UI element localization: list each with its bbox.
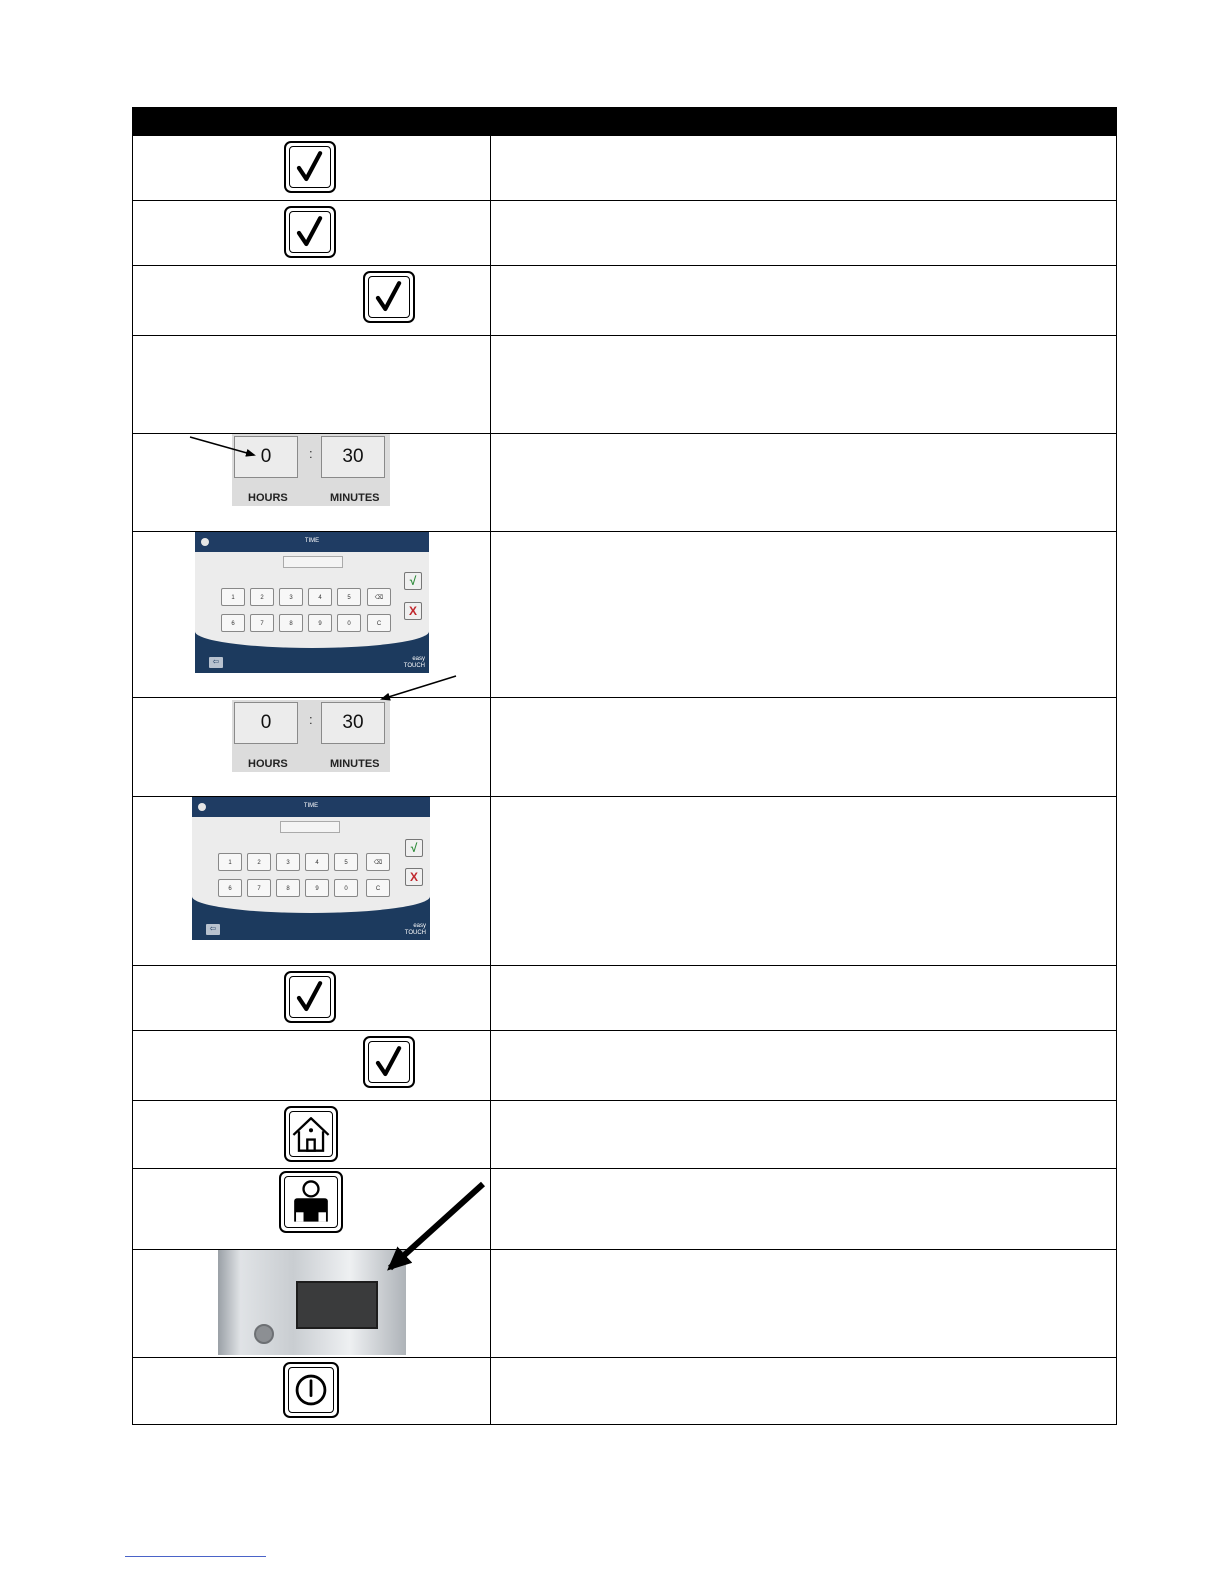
key-4[interactable]: 4: [308, 588, 332, 606]
row-description: [491, 266, 1117, 336]
time-colon: :: [309, 712, 313, 727]
key-3[interactable]: 3: [279, 588, 303, 606]
minutes-label: MINUTES: [330, 492, 380, 504]
door-latch: [296, 1281, 378, 1329]
table-row: [133, 1169, 1117, 1250]
header-cell-description: [491, 108, 1117, 136]
minutes-field[interactable]: 30: [321, 436, 385, 478]
key-3[interactable]: 3: [276, 853, 300, 871]
row-description: [491, 201, 1117, 266]
hours-label: HOURS: [248, 492, 288, 504]
row-description: [491, 1031, 1117, 1101]
table-row: [133, 1101, 1117, 1169]
row-visual: [133, 1169, 491, 1250]
check-icon: [284, 141, 336, 193]
key-2[interactable]: 2: [250, 588, 274, 606]
back-arrow-icon[interactable]: ⇦: [206, 924, 220, 935]
table-row: [133, 336, 1117, 434]
time-keypad-screen: [195, 532, 429, 673]
key-0[interactable]: 0: [337, 614, 361, 632]
row-visual: [133, 698, 491, 797]
table-row: [133, 966, 1117, 1031]
table-row: [133, 1358, 1117, 1425]
row-description: [491, 1169, 1117, 1250]
minutes-field[interactable]: 30: [321, 702, 385, 744]
keypad-display: [280, 821, 340, 833]
key-8[interactable]: 8: [276, 879, 300, 897]
keypad-display: [283, 556, 343, 568]
check-icon: [284, 971, 336, 1023]
key-7[interactable]: 7: [250, 614, 274, 632]
row-description: [491, 1101, 1117, 1169]
row-visual: [133, 336, 491, 434]
key-backspace[interactable]: ⌫: [367, 588, 391, 606]
row-visual: [133, 1031, 491, 1101]
footer-underline: [125, 1556, 266, 1557]
check-icon: [363, 271, 415, 323]
table-row: [133, 136, 1117, 201]
hours-label: HOURS: [248, 758, 288, 770]
row-description: [491, 434, 1117, 532]
brand-logo: easy TOUCH: [404, 923, 426, 936]
key-clear[interactable]: C: [366, 879, 390, 897]
key-9[interactable]: 9: [305, 879, 329, 897]
hours-field[interactable]: 0: [234, 702, 298, 744]
key-clear[interactable]: C: [367, 614, 391, 632]
row-visual: [133, 1101, 491, 1169]
row-visual: [133, 966, 491, 1031]
time-keypad-screen: [192, 797, 430, 940]
time-field: [232, 434, 390, 506]
check-icon: [284, 206, 336, 258]
key-backspace[interactable]: ⌫: [366, 853, 390, 871]
user-icon: [279, 1171, 343, 1233]
key-1[interactable]: 1: [221, 588, 245, 606]
row-visual: [133, 136, 491, 201]
table-row: [133, 532, 1117, 698]
keypad-title: TIME: [303, 803, 319, 809]
table-row: [133, 797, 1117, 966]
key-4[interactable]: 4: [305, 853, 329, 871]
keypad-ok-button[interactable]: √: [404, 572, 422, 590]
keypad-cancel-button[interactable]: X: [405, 868, 423, 886]
row-description: [491, 698, 1117, 797]
row-visual: [133, 797, 491, 966]
key-8[interactable]: 8: [279, 614, 303, 632]
row-visual: [133, 1250, 491, 1358]
keypad-title: TIME: [304, 538, 320, 544]
brand-logo: easy TOUCH: [403, 656, 425, 669]
row-visual: [133, 434, 491, 532]
row-visual: [133, 532, 491, 698]
table-row: [133, 698, 1117, 797]
time-field: [232, 700, 390, 772]
power-icon: [283, 1362, 339, 1418]
key-1[interactable]: 1: [218, 853, 242, 871]
time-colon: :: [309, 446, 313, 461]
row-visual: [133, 201, 491, 266]
minutes-label: MINUTES: [330, 758, 380, 770]
table-row: [133, 1250, 1117, 1358]
row-visual: [133, 1358, 491, 1425]
screw-head: [254, 1324, 274, 1344]
keypad-cancel-button[interactable]: X: [404, 602, 422, 620]
row-description: [491, 797, 1117, 966]
back-arrow-icon[interactable]: ⇦: [209, 657, 223, 668]
instruction-table: [132, 107, 1117, 1425]
key-2[interactable]: 2: [247, 853, 271, 871]
key-5[interactable]: 5: [337, 588, 361, 606]
table-row: [133, 266, 1117, 336]
table-header-row: [133, 108, 1117, 136]
key-7[interactable]: 7: [247, 879, 271, 897]
table-row: [133, 201, 1117, 266]
check-icon: [363, 1036, 415, 1088]
hours-field[interactable]: 0: [234, 436, 298, 478]
keypad-ok-button[interactable]: √: [405, 839, 423, 857]
header-cell-action: [133, 108, 491, 136]
row-description: [491, 1250, 1117, 1358]
row-description: [491, 336, 1117, 434]
row-description: [491, 136, 1117, 201]
key-6[interactable]: 6: [221, 614, 245, 632]
table-row: [133, 434, 1117, 532]
row-description: [491, 966, 1117, 1031]
row-visual: [133, 266, 491, 336]
key-9[interactable]: 9: [308, 614, 332, 632]
row-description: [491, 532, 1117, 698]
row-description: [491, 1358, 1117, 1425]
table-row: [133, 1031, 1117, 1101]
latch-photo: [218, 1250, 406, 1355]
key-5[interactable]: 5: [334, 853, 358, 871]
key-6[interactable]: 6: [218, 879, 242, 897]
home-icon: [284, 1106, 338, 1162]
key-0[interactable]: 0: [334, 879, 358, 897]
